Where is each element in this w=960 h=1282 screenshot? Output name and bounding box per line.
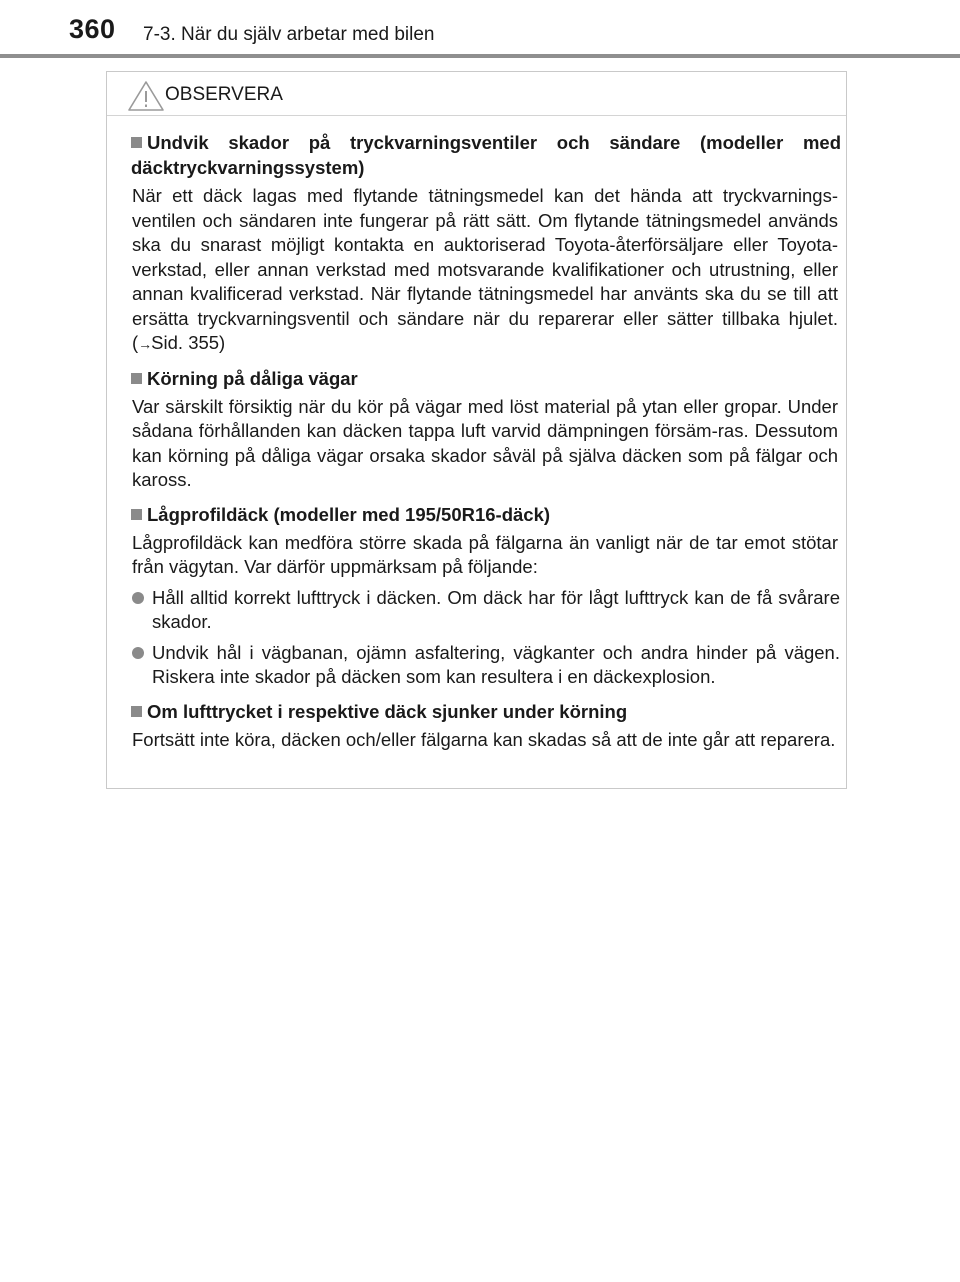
item-heading: Om lufttrycket i respektive däck sjunker under körning — [131, 699, 841, 724]
page-header — [0, 0, 960, 60]
item-text: Lågprofildäck kan medföra större skada på fälgarna än vanligt när de tar emot stötar från vägytan. Var därför uppmärksam på följande: — [132, 531, 838, 577]
section-title: 7-3. När du själv arbetar med bilen — [143, 24, 435, 45]
list-item: Håll alltid korrekt lufttryck i däcken. Om däck har för lågt lufttryck kan de få svårare skador. — [132, 586, 840, 635]
item-text: Var särskilt försiktig när du kör på vägar med löst material på ytan eller gropar. Under sådana förhållanden kan däcken tappa luft varvid dämpningen försäm-ras. Dessutom kan körning på dåliga vägar orsaka skador såväl på själva däcken som på fälgar och kaross. — [132, 395, 838, 490]
caution-header — [107, 72, 846, 116]
item-heading: Körning på dåliga vägar — [131, 366, 841, 391]
square-bullet-icon — [131, 509, 142, 520]
square-bullet-icon — [131, 137, 142, 148]
square-bullet-icon — [131, 706, 142, 717]
list-item: Undvik hål i vägbanan, ojämn asfaltering, vägkanter och andra hinder på vägen. Riskera inte skador på däcken som kan resultera i en däckexplosion. — [132, 641, 840, 690]
caution-item-pressure-drop — [107, 699, 848, 753]
caution-item-tpms — [107, 130, 848, 357]
round-bullet-icon — [132, 592, 144, 604]
item-text: Fortsätt inte köra, däcken och/eller fälgarna kan skadas så att de inte går att reparera. — [132, 728, 836, 750]
header-rule — [0, 54, 960, 58]
caution-item-low-profile — [107, 502, 848, 690]
round-bullet-icon — [132, 647, 144, 659]
arrow-right-icon: → — [138, 336, 152, 352]
item-text: När ett däck lagas med flytande tätningsmedel kan det hända att tryckvarnings-ventilen och sändaren inte fungerar på rätt sätt. Om flytande tätningsmedel används ska du snarast möjligt kontakta en auktoriserad Toyota-återförsäljare eller Toyota-verkstad, eller annan verkstad med motsvarande kvalifikationer och utrustning, eller annan kvalificerad verkstad. När flytande tätningsmedel har använts ska du se till att ersätta tryckvarningsventil och sändare när du reparerar eller sätter tillbaka hjulet. (→Sid. 355) — [132, 185, 838, 353]
square-bullet-icon — [131, 373, 142, 384]
page-number: 360 — [69, 14, 116, 44]
item-heading: Undvik skador på tryckvarningsventiler och sändare (modeller med däcktryckvarningssystem) — [131, 132, 841, 178]
caution-body — [107, 130, 848, 752]
caution-box — [106, 71, 847, 789]
item-heading: Lågprofildäck (modeller med 195/50R16-däck) — [131, 502, 841, 527]
caution-title: OBSERVERA — [165, 84, 283, 105]
warning-triangle-icon — [127, 80, 165, 112]
caution-item-bad-roads — [107, 366, 848, 493]
